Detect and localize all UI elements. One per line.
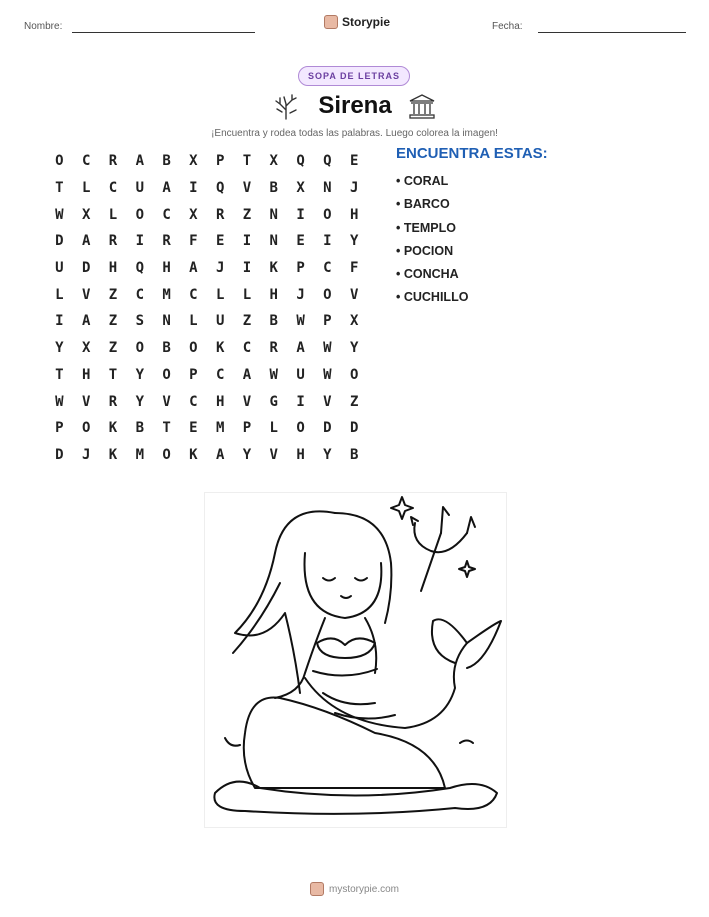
grid-cell[interactable]: M	[162, 286, 171, 303]
grid-cell[interactable]: C	[135, 286, 144, 303]
grid-cell[interactable]: W	[269, 366, 278, 383]
grid-cell[interactable]: O	[349, 366, 359, 383]
grid-cell[interactable]: E	[296, 233, 305, 250]
grid-cell[interactable]: O	[162, 366, 171, 383]
grid-cell[interactable]: C	[162, 206, 171, 223]
grid-cell[interactable]: A	[162, 180, 171, 197]
grid-cell[interactable]: K	[108, 446, 118, 463]
grid-cell[interactable]: I	[296, 206, 305, 223]
grid-cell[interactable]: L	[269, 420, 278, 437]
grid-cell[interactable]: O	[135, 340, 144, 357]
grid-cell[interactable]: O	[296, 420, 305, 437]
grid-cell[interactable]: J	[349, 180, 359, 197]
date-label: Fecha:	[492, 21, 523, 32]
grid-cell[interactable]: Y	[349, 233, 359, 250]
grid-cell[interactable]: M	[215, 420, 225, 437]
grid-cell[interactable]: A	[189, 260, 198, 277]
grid-cell[interactable]: H	[296, 446, 305, 463]
grid-cell[interactable]: I	[296, 393, 305, 410]
grid-cell[interactable]: K	[108, 420, 118, 437]
grid-cell[interactable]: P	[323, 313, 332, 330]
word-item: • POCION	[396, 243, 454, 258]
date-line[interactable]	[538, 32, 686, 33]
grid-cell[interactable]: J	[215, 260, 225, 277]
name-line[interactable]	[72, 32, 255, 33]
grid-cell[interactable]: T	[55, 366, 64, 383]
find-title: ENCUENTRA ESTAS:	[396, 145, 548, 162]
grid-cell[interactable]: V	[269, 446, 278, 463]
grid-cell[interactable]: Q	[215, 180, 225, 197]
grid-cell[interactable]: X	[189, 206, 198, 223]
grid-cell[interactable]: X	[296, 180, 305, 197]
grid-cell[interactable]: Q	[323, 153, 332, 170]
grid-cell[interactable]: Y	[323, 446, 332, 463]
grid-cell[interactable]: B	[162, 340, 171, 357]
grid-cell[interactable]: T	[242, 153, 252, 170]
grid-cell[interactable]: P	[189, 366, 198, 383]
grid-cell[interactable]: T	[162, 420, 171, 437]
grid-cell[interactable]: L	[215, 286, 225, 303]
grid-cell[interactable]: U	[215, 313, 225, 330]
grid-cell[interactable]: F	[349, 260, 359, 277]
grid-cell[interactable]: R	[269, 340, 278, 357]
word-search-grid[interactable]	[46, 148, 368, 468]
grid-cell[interactable]: A	[242, 366, 252, 383]
grid-cell[interactable]: H	[108, 260, 118, 277]
grid-cell[interactable]: C	[108, 180, 118, 197]
activity-badge: SOPA DE LETRAS	[298, 66, 410, 86]
grid-cell[interactable]: I	[242, 233, 252, 250]
grid-cell[interactable]: R	[215, 206, 225, 223]
grid-cell[interactable]: I	[55, 313, 64, 330]
grid-cell[interactable]: X	[81, 340, 91, 357]
grid-cell[interactable]: B	[162, 153, 171, 170]
grid-cell[interactable]: V	[349, 286, 359, 303]
grid-cell[interactable]: K	[189, 446, 198, 463]
grid-cell[interactable]: C	[323, 260, 332, 277]
grid-cell[interactable]: M	[135, 446, 144, 463]
grid-cell[interactable]: R	[108, 233, 118, 250]
grid-cell[interactable]: L	[108, 206, 118, 223]
word-item: • CONCHA	[396, 267, 459, 282]
name-label: Nombre:	[24, 21, 63, 32]
grid-cell[interactable]: W	[323, 366, 332, 383]
grid-cell[interactable]: Z	[242, 313, 252, 330]
grid-cell[interactable]: W	[55, 206, 64, 223]
temple-icon	[408, 93, 436, 120]
grid-cell[interactable]: P	[242, 420, 252, 437]
grid-cell[interactable]: C	[189, 393, 198, 410]
grid-cell[interactable]: N	[162, 313, 171, 330]
grid-cell[interactable]: D	[323, 420, 332, 437]
grid-cell[interactable]: O	[81, 420, 91, 437]
grid-cell[interactable]: A	[81, 313, 91, 330]
grid-cell[interactable]: O	[135, 206, 144, 223]
mermaid-coloring-image	[204, 492, 507, 828]
grid-cell[interactable]: I	[323, 233, 332, 250]
word-list	[396, 172, 468, 312]
grid-cell[interactable]: T	[108, 366, 118, 383]
grid-cell[interactable]: J	[81, 446, 91, 463]
grid-cell[interactable]: U	[135, 180, 144, 197]
grid-cell[interactable]: X	[349, 313, 359, 330]
grid-cell[interactable]: H	[81, 366, 91, 383]
grid-cell[interactable]: O	[323, 206, 332, 223]
grid-cell[interactable]: Q	[296, 153, 305, 170]
grid-cell[interactable]: V	[81, 286, 91, 303]
grid-cell[interactable]: L	[242, 286, 252, 303]
grid-cell[interactable]: D	[349, 420, 359, 437]
grid-cell[interactable]: A	[81, 233, 91, 250]
grid-cell[interactable]: O	[189, 340, 198, 357]
grid-cell[interactable]: Z	[108, 340, 118, 357]
grid-cell[interactable]: O	[162, 446, 171, 463]
grid-cell[interactable]: X	[81, 206, 91, 223]
grid-cell[interactable]: I	[189, 180, 198, 197]
grid-cell[interactable]: D	[55, 233, 64, 250]
grid-cell[interactable]: H	[349, 206, 359, 223]
grid-cell[interactable]: D	[55, 446, 64, 463]
grid-cell[interactable]: N	[269, 233, 278, 250]
grid-cell[interactable]: R	[162, 233, 171, 250]
grid-cell[interactable]: A	[296, 340, 305, 357]
grid-cell[interactable]: W	[323, 340, 332, 357]
grid-cell[interactable]: B	[269, 180, 278, 197]
grid-cell[interactable]: H	[269, 286, 278, 303]
storypie-icon	[310, 882, 324, 896]
grid-cell[interactable]: V	[242, 393, 252, 410]
grid-cell[interactable]: R	[108, 393, 118, 410]
word-item: • CUCHILLO	[396, 290, 469, 305]
grid-cell[interactable]: Y	[135, 366, 144, 383]
grid-cell[interactable]: A	[135, 153, 144, 170]
grid-cell[interactable]: L	[189, 313, 198, 330]
grid-cell[interactable]: E	[349, 153, 359, 170]
footer-url[interactable]: mystorypie.com	[328, 883, 399, 895]
grid-cell[interactable]: Y	[242, 446, 252, 463]
grid-cell[interactable]: T	[55, 180, 64, 197]
grid-cell[interactable]: K	[269, 260, 278, 277]
word-item: • BARCO	[396, 197, 450, 212]
grid-cell[interactable]: J	[296, 286, 305, 303]
grid-cell[interactable]: A	[215, 446, 225, 463]
grid-cell[interactable]: D	[81, 260, 91, 277]
word-item: • TEMPLO	[396, 220, 456, 235]
grid-cell[interactable]: Y	[349, 340, 359, 357]
grid-cell[interactable]: Q	[135, 260, 144, 277]
page-title: Sirena	[318, 92, 392, 119]
grid-cell[interactable]: P	[296, 260, 305, 277]
grid-cell[interactable]: C	[189, 286, 198, 303]
word-item: • CORAL	[396, 174, 449, 188]
grid-cell[interactable]: R	[108, 153, 118, 170]
grid-cell[interactable]: I	[135, 233, 144, 250]
grid-cell[interactable]: F	[189, 233, 198, 250]
grid-cell[interactable]: S	[135, 313, 144, 330]
grid-cell[interactable]: C	[242, 340, 252, 357]
storypie-icon	[324, 15, 338, 29]
grid-cell[interactable]: P	[55, 420, 64, 437]
instructions: ¡Encuentra y rodea todas las palabras. Luego colorea la imagen!	[211, 128, 498, 139]
grid-cell[interactable]: Z	[108, 313, 118, 330]
grid-cell[interactable]: X	[189, 153, 198, 170]
grid-cell[interactable]: V	[81, 393, 91, 410]
grid-cell[interactable]: Z	[108, 286, 118, 303]
grid-cell[interactable]: Z	[349, 393, 359, 410]
grid-cell[interactable]: V	[242, 180, 252, 197]
grid-cell[interactable]: P	[215, 153, 225, 170]
grid-cell[interactable]: O	[55, 153, 64, 170]
grid-cell[interactable]: L	[55, 286, 64, 303]
footer	[0, 882, 709, 896]
grid-cell[interactable]: E	[189, 420, 198, 437]
grid-cell[interactable]: U	[55, 260, 64, 277]
grid-cell[interactable]: X	[269, 153, 278, 170]
grid-cell[interactable]: Z	[242, 206, 252, 223]
grid-cell[interactable]: G	[269, 393, 278, 410]
grid-cell[interactable]: H	[162, 260, 171, 277]
brand-logo	[324, 15, 390, 29]
grid-cell[interactable]: V	[323, 393, 332, 410]
grid-cell[interactable]: K	[215, 340, 225, 357]
grid-cell[interactable]: N	[323, 180, 332, 197]
grid-cell[interactable]: Y	[55, 340, 64, 357]
grid-cell[interactable]: I	[242, 260, 252, 277]
grid-cell[interactable]: B	[269, 313, 278, 330]
grid-cell[interactable]: W	[296, 313, 305, 330]
grid-cell[interactable]: Y	[135, 393, 144, 410]
grid-cell[interactable]: O	[323, 286, 332, 303]
grid-cell[interactable]: V	[162, 393, 171, 410]
grid-cell[interactable]: E	[215, 233, 225, 250]
grid-cell[interactable]: B	[349, 446, 359, 463]
coral-icon	[272, 92, 300, 120]
brand-text: Storypie	[342, 15, 391, 29]
grid-cell[interactable]: N	[269, 206, 278, 223]
grid-cell[interactable]: B	[135, 420, 144, 437]
grid-cell[interactable]: C	[81, 153, 91, 170]
grid-cell[interactable]: W	[55, 393, 64, 410]
grid-cell[interactable]: U	[296, 366, 305, 383]
grid-cell[interactable]: H	[215, 393, 225, 410]
grid-cell[interactable]: L	[81, 180, 91, 197]
grid-cell[interactable]: C	[215, 366, 225, 383]
